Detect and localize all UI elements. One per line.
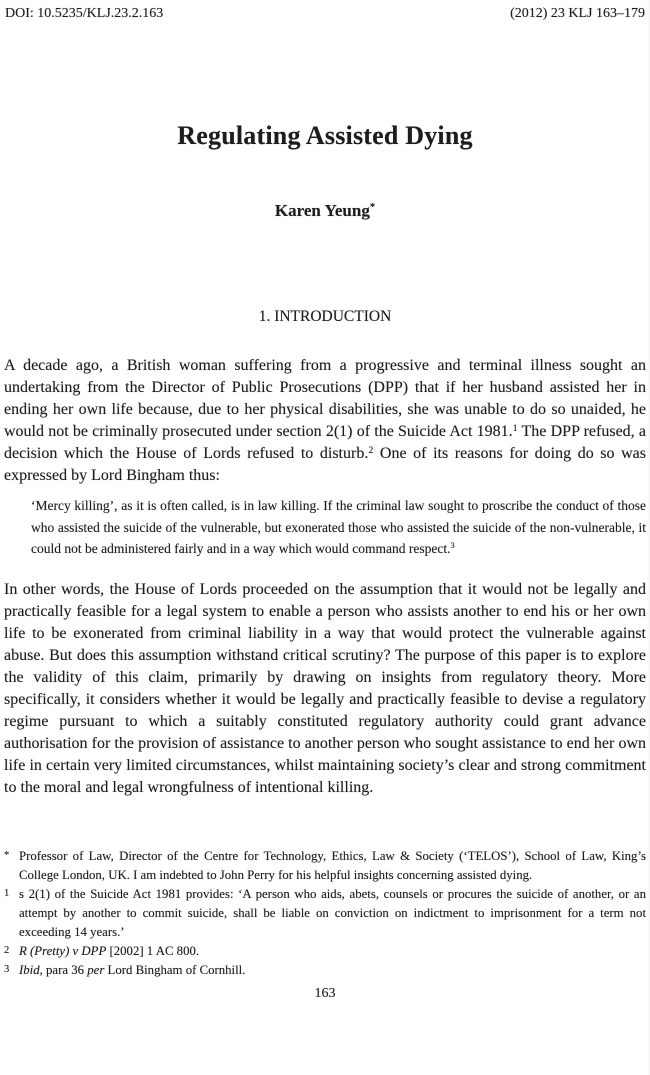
- body-paragraph-2: In other words, the House of Lords proceeded on the assumption that it would not be legally and practically feasible for a legal system to enable a person who assists another to end his or her own life to be exonerated from criminal liability in a way that would protect the vulnerable against abuse. But does this assumption withstand critical scrutiny? The purpose of this paper is to explore the validity of this claim, primarily by drawing on insights from regulatory theory. More specifically, it considers whether it would be legally and practically feasible to devise a regulatory regime pursuant to which a suitably constituted regulatory authority could grant advance authorisation for the provision of assistance to another person who sought assistance to end her own life in certain very limited circumstances, whilst maintaining society’s clear and strong commitment to the moral and legal wrongfulness of intentional killing.: [4, 580, 646, 796]
- ibid-text: Ibid: [19, 962, 40, 977]
- footnote-3: [4, 961, 646, 980]
- footnote-2-text: [19, 942, 646, 961]
- footnote-3-mid: , para 36: [39, 962, 88, 977]
- case-citation: R (Pretty) v DPP: [19, 943, 107, 958]
- footnote-1-marker: 1: [4, 887, 10, 899]
- per-text: per: [87, 962, 105, 977]
- footnote-ref-1: 1: [512, 422, 518, 434]
- footnotes-section: [4, 847, 646, 980]
- footnote-star-marker: *: [4, 849, 10, 861]
- footnote-star-text: Professor of Law, Director of the Centre for Technology, Ethics, Law & Society (‘TELOS’), School of Law, King’s College London, UK. I am indebted to John Perry for his helpful insights concerning assisted dying.: [19, 848, 646, 882]
- doi-text: DOI: 10.5235/KLJ.23.2.163: [5, 6, 164, 21]
- footnote-2-rest: [2002] 1 AC 800.: [106, 943, 200, 958]
- paragraph-1-text: A decade ago, a British woman suffering from a progressive and terminal illness sought an undertaking from the Director of Public Prosecutions (DPP) that if her husband assisted her in ending her own life because, due to her physical disabilities, she was unable to do so unaided, he would not be criminally prosecuted under section 2(1) of the Suicide Act 1981.: [4, 357, 646, 440]
- paragraph-1-text: The DPP refused, a decision which the House of Lords refused to disturb.: [4, 423, 646, 462]
- footnote-2: [4, 942, 646, 961]
- footnote-1: [4, 885, 646, 942]
- footnote-3-rest: Lord Bingham of Cornhill.: [104, 962, 246, 977]
- quote-text: ‘Mercy killing’, as it is often called, is in law killing. If the criminal law sought to proscribe the conduct of those who assisted the suicide of the vulnerable, but exonerated those who assisted the suicide of the non-vulnerable, it could not be administered fairly and in a way which would command respect.: [31, 498, 646, 556]
- author-note-marker: *: [369, 202, 376, 214]
- body-paragraph-1: [4, 355, 646, 487]
- footnote-ref-3: 3: [450, 541, 455, 551]
- footnote-ref-2: 2: [368, 444, 374, 456]
- section-heading-introduction: 1. INTRODUCTION: [258, 308, 392, 325]
- paragraph-1-text: One of its reasons for doing do so was expressed by Lord Bingham thus:: [4, 445, 647, 484]
- footnote-2-marker: 2: [4, 944, 10, 956]
- article-body: [0, 355, 650, 1003]
- author-name: Karen Yeung: [274, 201, 370, 220]
- footnote-1-text: s 2(1) of the Suicide Act 1981 provides: ‘A person who aids, abets, counsels or procures the suicide of another, or an attempt by another to commit suicide, shall be liable on conviction on indictment to imprisonment for a term not exceeding 14 years.’: [19, 886, 646, 939]
- running-head: [0, 0, 650, 23]
- page-number: 163: [314, 985, 336, 1001]
- footnote-star: [4, 847, 646, 885]
- footnote-3-text: [19, 961, 646, 980]
- citation-text: (2012) 23 KLJ 163–179: [510, 6, 645, 21]
- footnote-3-marker: 3: [4, 963, 10, 975]
- article-title: Regulating Assisted Dying: [177, 121, 473, 150]
- author-line: [0, 200, 650, 222]
- block-quote: [31, 495, 646, 560]
